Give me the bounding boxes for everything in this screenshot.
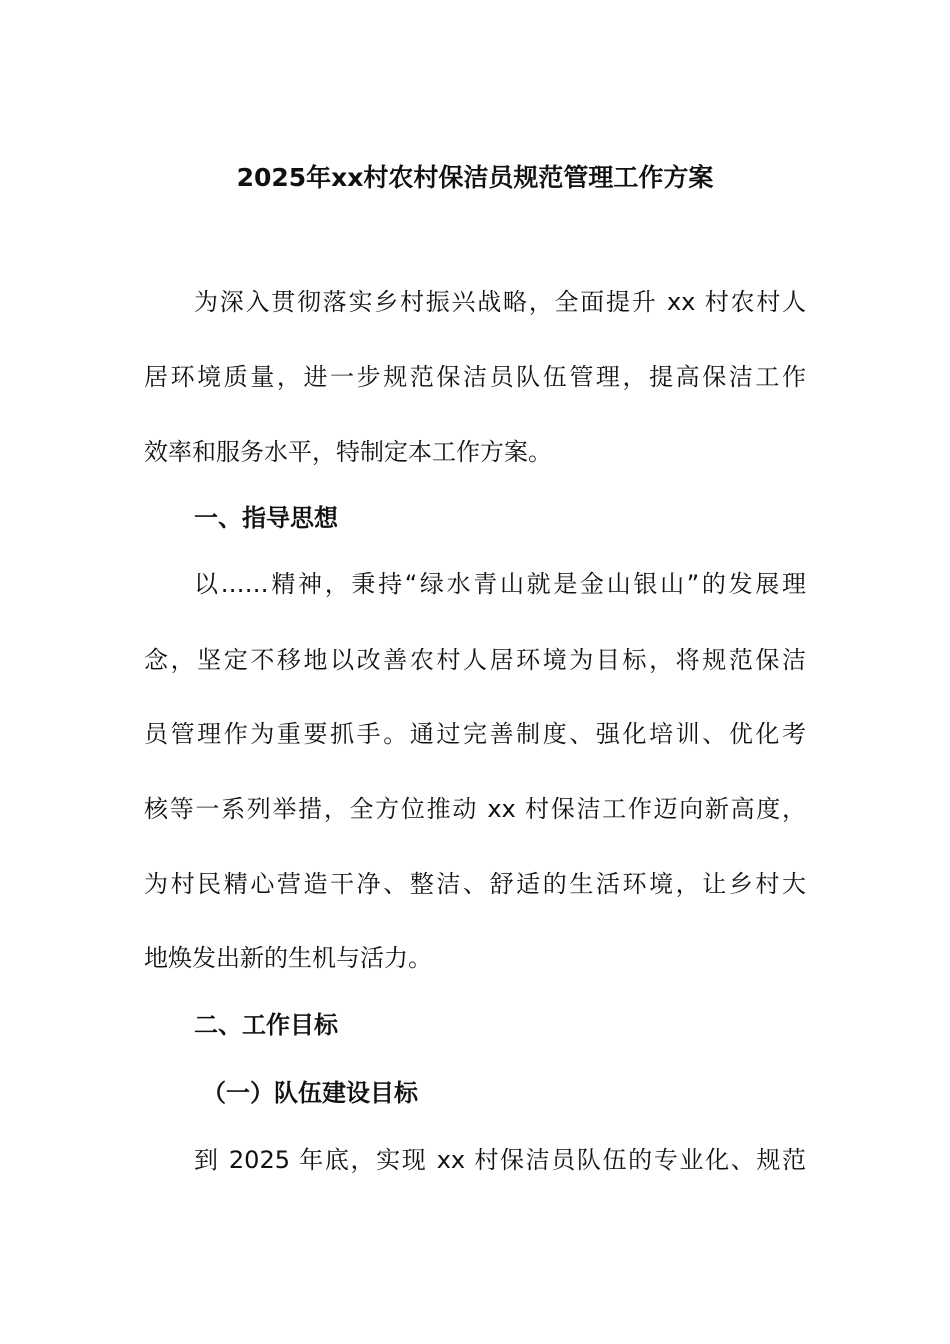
intro-line-1: 为深入贯彻落实乡村振兴战略，全面提升 xx 村农村人 [194, 288, 806, 316]
section1-line-6: 地焕发出新的生机与活力。 [144, 944, 432, 972]
intro-line-2: 居环境质量，进一步规范保洁员队伍管理，提高保洁工作 [144, 363, 806, 391]
section1-line-3: 员管理作为重要抓手。通过完善制度、强化培训、优化考 [144, 720, 806, 748]
subsection-heading-team-building: （一）队伍建设目标 [202, 1079, 418, 1107]
intro-line-3: 效率和服务水平，特制定本工作方案。 [144, 438, 552, 466]
section1-line-5: 为村民精心营造干净、整洁、舒适的生活环境，让乡村大 [144, 870, 806, 898]
section-heading-work-goals: 二、工作目标 [194, 1011, 338, 1039]
section1-line-1: 以……精神，秉持“绿水青山就是金山银山”的发展理 [194, 570, 806, 598]
section-heading-guiding-ideology: 一、指导思想 [194, 504, 338, 532]
section1-line-2: 念，坚定不移地以改善农村人居环境为目标，将规范保洁 [144, 646, 806, 674]
section1-line-4: 核等一系列举措，全方位推动 xx 村保洁工作迈向新高度， [144, 795, 806, 823]
document-title: 2025年xx村农村保洁员规范管理工作方案 [236, 163, 714, 192]
section2-line-1: 到 2025 年底，实现 xx 村保洁员队伍的专业化、规范 [194, 1146, 806, 1174]
